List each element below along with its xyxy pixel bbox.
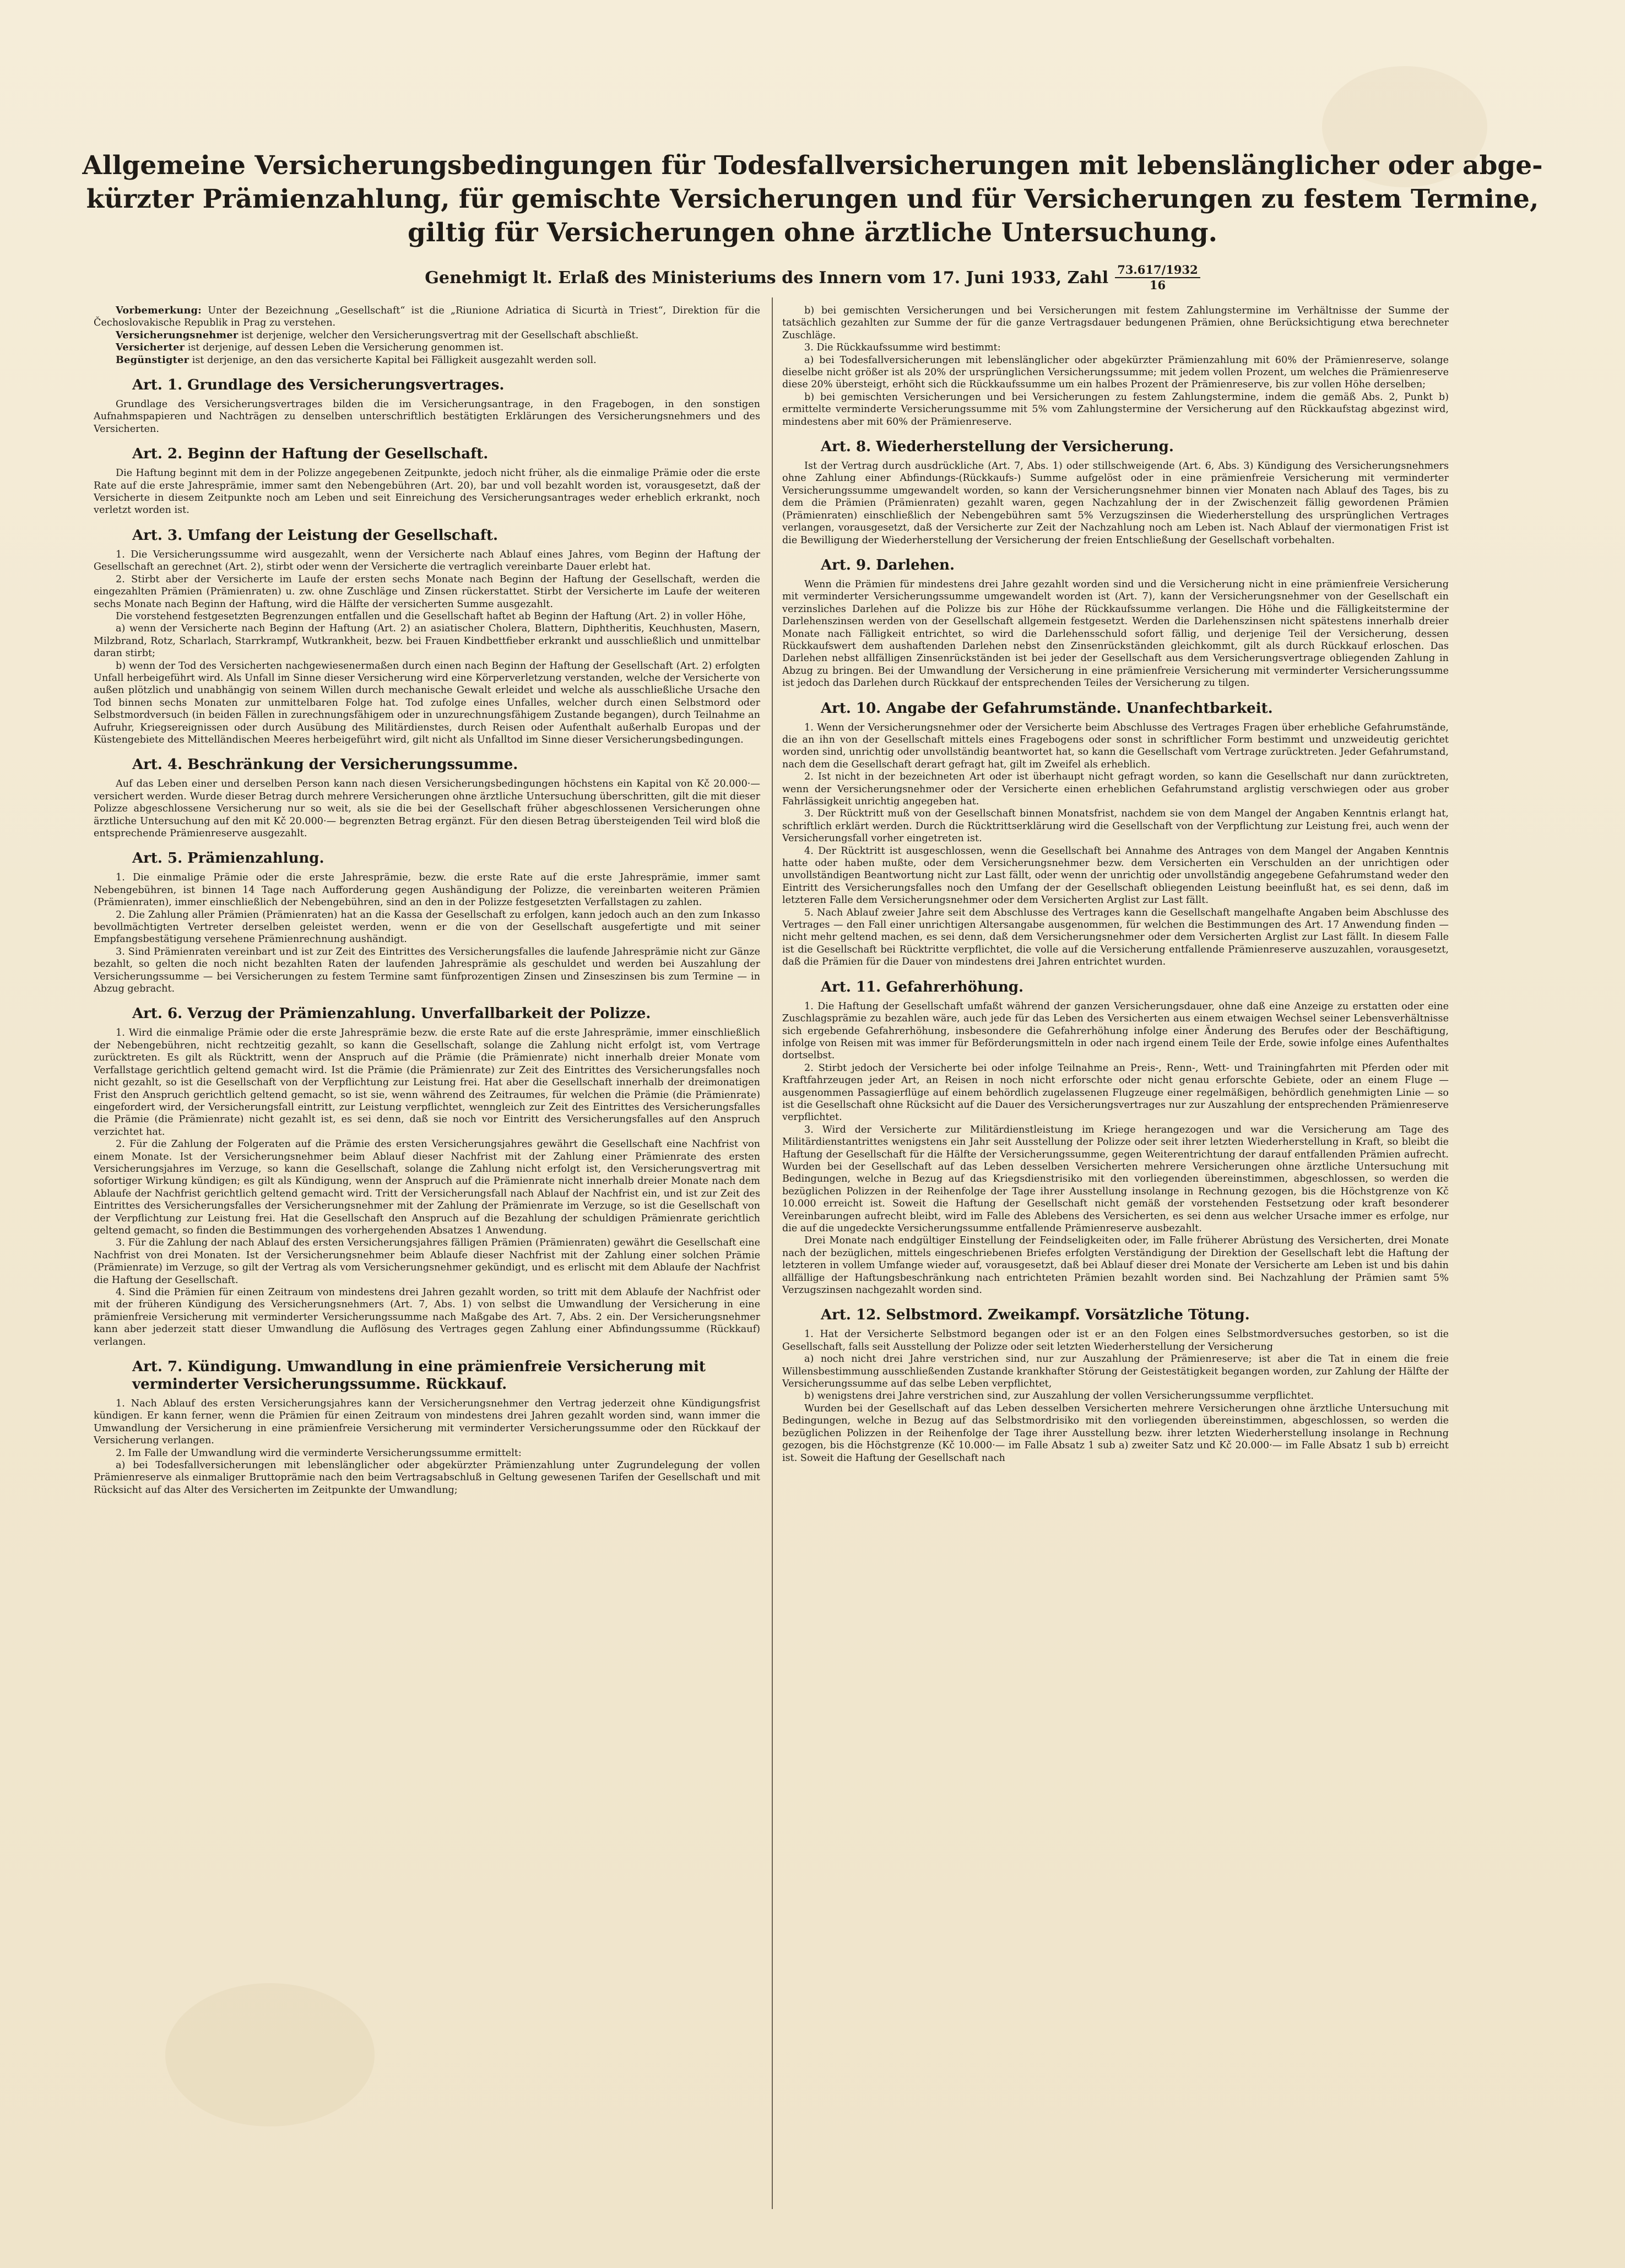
article-paragraph: 2. Im Falle der Umwandlung wird die verminderte Versicherungssumme ermittelt: [116,1447,522,1459]
article-heading: Art. 8. Wiederherstellung der Versicherung. [821,439,1174,456]
article-paragraph: 3. Sind Prämienraten vereinbart und ist zur Zeit des Eintrittes des Versicherungsfalles die laufende Jahresprämie nicht zur Gänze bezahlt, so gelten die noch nicht bezahlten Raten der laufenden Jahresprämie als geschuldet und werden bei Auszahlung der Versicherungssumme — bei Versicherungen zu festem Termine samt fünfprozentigen Zinsen und Zinseszinsen bis zum Termine — in Abzug gebracht. [94,946,760,995]
approval-text: Genehmigt lt. Erlaß des Ministeriums des Innern vom 17. Juni 1933, Zahl [425,268,1109,288]
article-paragraph: 5. Nach Ablauf zweier Jahre seit dem Abschlusse des Vertrages kann die Gesellschaft mangelhafte Angaben beim Abschlusse des Vertrages — den Fall einer unrichtigen Altersangabe ausgenommen, für welchen die Bestimmungen des Art. 17 Anwendung finden — nicht mehr geltend machen, es sei denn, daß dem Versicherungsnehmer oder dem Versicherten Arglist zur Last fällt. In diesem Falle ist die Gesellschaft bei Rücktritte verpflichtet, die volle auf die Versicherung entfallende Prämienreserve auszuzahlen, vorausgesetzt, daß die Prämien für die Dauer von mindestens drei Jahren entrichtet wurden. [782,907,1449,968]
article-heading: Art. 1. Grundlage des Versicherungsvertrages. [132,377,505,394]
article-heading: Art. 5. Prämienzahlung. [132,850,324,867]
article-paragraph: 2. Stirbt aber der Versicherte im Laufe der ersten sechs Monate nach Beginn der Haftung der Gesellschaft, werden die eingezahlten Prämien (Prämienraten) u. zw. ohne Zuschläge und Zinsen rückerstattet. Stirbt der Versicherte im Laufe der weiteren sechs Monate nach Beginn der Haftung, wird die Hälfte der versicherten Summe ausgezahlt. [94,573,760,610]
article-paragraph: b) bei gemischten Versicherungen und bei Versicherungen mit festem Zahlungstermine im Verhältnisse der Summe der tatsächlich gezahlten zur Summe der für die ganze Vertragsdauer bedungenen Prämien, ohne Berücksichtigung etwa berechneter Zuschläge. [782,305,1449,341]
article-heading: Art. 10. Angabe der Gefahrumstände. Unanfechtbarkeit. [821,700,1273,717]
title-line-2: kürzter Prämienzahlung, für gemischte Versicherungen und für Versicherungen zu festem Termine, [86,184,1539,214]
article-paragraph: Wenn die Prämien für mindestens drei Jahre gezahlt worden sind und die Versicherung nicht in eine prämienfreie Versicherung mit verminderter Versicherungssumme umgewandelt worden ist (Art. 7), kann der Versicherungsnehmer von der Gesellschaft ein verzinsliches Darlehen auf die Polizze bis zur Höhe der Rückkaufssumme verlangen. Die Höhe und die Fälligkeitstermine der Darlehenszinsen werden von der Gesellschaft allgemein festgesetzt. Werden die Darlehenszinsen nicht spätestens innerhalb dreier Monate nach Fälligkeit entrichtet, so wird die Darlehensschuld sofort fällig, und derjenige Teil der Versicherung, dessen Rückkaufswert dem aushaftenden Darlehen nebst den Zinsenrückständen gleichkommt, gilt als durch Rückkauf erloschen. Das Darlehen nebst allfälligen Zinsenrückständen ist bei jeder der Gesellschaft aus dem Versicherungsvertrage obliegenden Zahlung in Abzug zu bringen. Bei der Umwandlung der Versicherung in eine prämienfreie Versicherung mit verminderter Versicherungssumme ist jedoch das Darlehen durch Rückkauf der entsprechenden Teiles der Versicherung zu tilgen. [782,578,1449,689]
document-header [72,149,1553,293]
article-paragraph: b) bei gemischten Versicherungen und bei Versicherungen zu festem Zahlungstermine, indem die gemäß Abs. 2, Punkt b) ermittelte verminderte Versicherungssumme mit 5% vom Zahlungstermine der Versicherung auf den Rückkaufstag abgezinst wird, mindestens aber mit 60% der Prämienreserve. [782,391,1449,427]
article-heading: Art. 9. Darlehen. [821,556,955,573]
intro-text: ist derjenige, auf dessen Leben die Versicherung genommen ist. [185,342,504,354]
column-divider [772,297,773,2209]
title-line-1: Allgemeine Versicherungsbedingungen für Todesfallversicherungen mit lebenslänglicher oder abge- [82,150,1543,181]
article-heading: Art. 3. Umfang der Leistung der Gesellschaft. [132,527,499,544]
article-paragraph: Wurden bei der Gesellschaft auf das Leben desselben Versicherten mehrere Versicherungen ohne ärztliche Untersuchung mit Bedingungen, welche in Bezug auf das Selbstmordrisiko mit den vorliegenden übereinstimmen, abgeschlossen, so werden die bezüglichen Polizzen in der Reihenfolge der Tage ihrer Ausstellung bezw. ihrer letzten Wiederherstellung insolange in Rechnung gezogen, bis die Höchstgrenze (Kč 10.000·— im Falle Absatz 1 sub a) zweiter Satz und Kč 20.000·— im Falle Absatz 1 sub b) erreicht ist. Soweit die Haftung der Gesellschaft nach [782,1403,1449,1464]
article-paragraph: Grundlage des Versicherungsvertrages bilden die im Versicherungsantrage, in den Fragebogen, in den sonstigen Aufnahmspapieren und Nachträgen zu denselben unterschriftlich bestätigten Erklärungen des Versicherungsnehmers und des Versicherten. [94,399,760,435]
article-paragraph: Die vorstehend festgesetzten Begrenzungen entfallen und die Gesellschaft haftet ab Beginn der Haftung (Art. 2) in voller Höhe, [116,610,746,622]
article-paragraph: Ist der Vertrag durch ausdrückliche (Art. 7, Abs. 1) oder stillschweigende (Art. 6, Abs. 3) Kündigung des Versicherungsnehmers ohne Zahlung einer Abfindungs-(Rückkaufs-) Summe aufgelöst oder in eine prämienfreie Versicherung mit verminderter Versicherungssumme umgewandelt worden, so kann der Versicherungsnehmer binnen vier Monaten nach Ablauf des Tages, bis zu dem die Prämien (Prämienraten) gezahlt waren, gegen Nachzahlung der in der Zwischenzeit fällig gewordenen Prämien (Prämienraten) einschließlich der Nebengebühren samt 5% Verzugszinsen die Wiederherstellung des ursprünglichen Vertrages verlangen, vorausgesetzt, daß der Versicherte zur Zeit der Nachzahlung noch am Leben ist. Nach Ablauf der viermonatigen Frist ist die Bewilligung der Wiederherstellung der Versicherung der freien Entschließung der Gesellschaft vorbehalten. [782,461,1449,546]
intro-text: ist derjenige, an den das versicherte Kapital bei Fälligkeit ausgezahlt werden soll. [189,354,597,366]
article-paragraph: 1. Wird die einmalige Prämie oder die erste Jahresprämie bezw. die erste Rate auf die erste Jahresprämie, immer einschließlich der Nebengebühren, nicht rechtzeitig gezahlt, so kann die Gesellschaft, solange die Zahlung nicht erfolgt ist, vom Vertrage zurücktreten. Es gilt als Rücktritt, wenn der Anspruch auf die Prämie (die Prämienrate) nicht innerhalb dreier Monate vom Verfallstage gerichtlich geltend gemacht wird. Ist die Prämie (die Prämienrate) zur Zeit des Eintrittes des Versicherungsfalles noch nicht gezahlt, so ist die Gesellschaft von der Verpflichtung zur Leistung frei. Hat aber die Gesellschaft innerhalb der dreimonatigen Frist den Anspruch gerichtlich geltend gemacht, so ist sie, wenn während des Zeitraumes, für welchen die Prämie (die Prämienrate) eingefordert wird, der Versicherungsfall eintritt, zur Leistung verpflichtet, wenngleich zur Zeit des Eintrittes des Versicherungsfalles die Prämie (die Prämienrate) nicht gezahlt ist, es sei denn, daß sie noch vor Eintritt des Versicherungsfalles auf den Anspruch verzichtet hat. [94,1027,760,1138]
approval-line [72,263,1553,293]
article-heading: Art. 6. Verzug der Prämienzahlung. Unverfallbarkeit der Polizze. [132,1005,651,1022]
article-paragraph: b) wenn der Tod des Versicherten nachgewiesenermaßen durch einen nach Beginn der Haftung der Gesellschaft (Art. 2) erfolgten Unfall herbeigeführt wird. Als Unfall im Sinne dieser Versicherung wird eine Körperverletzung verstanden, welche der Versicherte von außen plötzlich und unabhängig von seinem Willen durch mechanische Gewalt erleidet und welche als ausschließliche Ursache den Tod binnen sechs Monaten zur unmittelbaren Folge hat. Tod zufolge eines Unfalles, welcher durch einen Selbstmord oder Selbstmordversuch (in beiden Fällen in zurechnungsfähigem oder in unzurechnungsfähigem Zustande begangen), durch Teilnahme an Aufruhr, Kriegsereignissen oder durch Ausübung des Militärdienstes, durch Reisen oder Aufenthalt außerhalb Europas und der Küstengebiete des Mittelländischen Meeres herbeigeführt wird, gilt nicht als Unfalltod im Sinne dieser Versicherungsbedingungen. [94,660,760,745]
intro-paragraph [94,342,760,354]
article-paragraph: b) wenigstens drei Jahre verstrichen sind, zur Auszahlung der vollen Versicherungssumme verpflichtet. [804,1390,1314,1402]
article-paragraph: 2. Die Zahlung aller Prämien (Prämienraten) hat an die Kassa der Gesellschaft zu erfolgen, kann jedoch auch an den zum Inkasso bevollmächtigten Vertreter derselben geleistet werden, wenn er die von der Gesellschaft ausgefertigte und mit seiner Empfangsbestätigung versehene Prämienrechnung aushändigt. [94,909,760,945]
article-heading: Art. 12. Selbstmord. Zweikampf. Vorsätzliche Tötung. [821,1307,1250,1324]
article-paragraph: 3. Für die Zahlung der nach Ablauf des ersten Versicherungsjahres fälligen Prämien (Prämienraten) gewährt die Gesellschaft eine Nachfrist von drei Monaten. Ist der Versicherungsnehmer beim Ablaufe dieser Nachfrist mit der Zahlung einer solchen Prämie (Prämienrate) im Verzuge, so gilt der Vertrag als vom Versicherungsnehmer gekündigt, und es erlischt mit dem Ablaufe der Nachfrist die Haftung der Gesellschaft. [94,1237,760,1286]
article-paragraph: 2. Für die Zahlung der Folgeraten auf die Prämie des ersten Versicherungsjahres gewährt die Gesellschaft eine Nachfrist von einem Monate. Ist der Versicherungsnehmer beim Ablauf dieser Nachfrist mit der Zahlung einer Prämienrate des ersten Versicherungsjahres im Verzuge, so kann die Gesellschaft, solange die Zahlung nicht erfolgt ist, den Versicherungsvertrag mit sofortiger Wirkung kündigen; es gilt als Kündigung, wenn der Anspruch auf die Prämienrate nicht innerhalb dreier Monate nach dem Ablaufe der Nachfrist gerichtlich geltend gemacht wird. Tritt der Versicherungsfall nach Ablauf der Nachfrist ein, und ist zur Zeit des Eintrittes des Versicherungsfalles der Versicherungsnehmer mit der Zahlung der Prämienrate im Verzuge, so ist die Gesellschaft von der Verpflichtung zur Leistung frei. Hat die Gesellschaft den Anspruch auf die Bezahlung der schuldigen Prämienrate gerichtlich geltend gemacht, so finden die Bestimmungen des vorhergehenden Absatzes 1 Anwendung. [94,1139,760,1236]
article-paragraph: 1. Die Haftung der Gesellschaft umfaßt während der ganzen Versicherungsdauer, ohne daß eine Anzeige zu erstatten oder eine Zuschlagsprämie zu bezahlen wäre, auch jede für das Leben des Versicherten aus einem etwaigen Wechsel seiner Lebensverhältnisse sich ergebende Gefahrerhöhung, insbesondere die Gefahrerhöhung infolge einer Änderung des Berufes oder der Beschäftigung, infolge von Reisen mit was immer für Beförderungsmitteln in oder nach irgend einem Teile der Erde, sowie infolge eines Aufenthaltes dortselbst. [782,1000,1449,1062]
article-heading: Art. 11. Gefahrerhöhung. [821,978,1024,995]
article-paragraph: 3. Der Rücktritt muß von der Gesellschaft binnen Monatsfrist, nachdem sie von dem Mangel der Angaben Kenntnis erlangt hat, schriftlich erklärt werden. Durch die Rücktrittserklärung wird die Gesellschaft von der Verpflichtung zur Leistung frei, auch wenn der Versicherungsfall vorher eingetreten ist. [782,808,1449,845]
article-paragraph: a) wenn der Versicherte nach Beginn der Haftung (Art. 2) an asiatischer Cholera, Blattern, Diphtheritis, Keuchhusten, Masern, Milzbrand, Rotz, Scharlach, Starrkrampf, Wutkrankheit, bezw. bei Frauen Kindbettfieber erkrankt und ausschließlich und unmittelbar daran stirbt; [94,623,760,659]
left-column [94,305,760,1496]
article-paragraph: 2. Ist nicht in der bezeichneten Art oder ist überhaupt nicht gefragt worden, so kann die Gesellschaft nur dann zurücktreten, wenn der Versicherungsnehmer oder der Versicherte einen erheblichen Gefahrumstand arglistig verschwiegen oder aus grober Fahrlässigkeit unrichtig angegeben hat. [782,771,1449,807]
article-paragraph: 1. Hat der Versicherte Selbstmord begangen oder ist er an den Folgen eines Selbstmordversuches gestorben, so ist die Gesellschaft, falls seit Ausstellung der Polizze oder seit letzten Wiederherstellung der Versicherung [782,1329,1449,1352]
article-paragraph: a) bei Todesfallversicherungen mit lebenslänglicher oder abgekürzter Prämienzahlung unter Zugrundelegung der vollen Prämienreserve als einmaliger Bruttoprämie nach den beim Vertragsabschluß in Geltung gewesenen Tarifen der Gesellschaft und mit Rücksicht auf das Alter des Versicherten im Zeitpunkte der Umwandlung; [94,1460,760,1496]
article-paragraph: 1. Wenn der Versicherungsnehmer oder der Versicherte beim Abschlusse des Vertrages Fragen über erhebliche Gefahrumstände, die an ihn von der Gesellschaft mittels eines Fragebogens oder sonst in schriftlicher Form bestimmt und unzweideutig gerichtet worden sind, unrichtig oder unvollständig beantwortet hat, so kann die Gesellschaft vom Vertrage zurücktreten. Jeder Gefahrumstand, nach dem die Gesellschaft derart gefragt hat, gilt im Zweifel als erheblich. [782,722,1449,770]
approval-number-bottom: 16 [1149,278,1166,292]
intro-lead: Begünstigter [116,354,189,366]
article-paragraph: 1. Nach Ablauf des ersten Versicherungsjahres kann der Versicherungsnehmer den Vertrag jederzeit ohne Kündigungsfrist kündigen. Er kann ferner, wenn die Prämien für einen Zeitraum von mindestens drei Jahren gezahlt worden sind, wann immer die Umwandlung der Versicherung in eine prämienfreie Versicherung mit verminderter Versicherungssumme oder den Rückkauf der Versicherung verlangen. [94,1398,760,1447]
title-line-3: giltig für Versicherungen ohne ärztliche Untersuchung. [408,218,1217,248]
intro-paragraph [94,329,760,342]
article-paragraph: a) bei Todesfallversicherungen mit lebenslänglicher oder abgekürzter Prämienzahlung mit 60% der Prämienreserve, solange dieselbe nicht größer ist als 20% der ursprünglichen Versicherungssumme; mit jedem vollen Prozent, um welches die Prämienreserve diese 20% übersteigt, erhöht sich die Rückkaufssumme um ein halbes Prozent der Prämienreserve, bis zur vollen Höhe derselben; [782,354,1449,391]
intro-paragraph [94,354,760,366]
article-paragraph: Auf das Leben einer und derselben Person kann nach diesen Versicherungsbedingungen höchstens ein Kapital von Kč 20.000·— versichert werden. Wurde dieser Betrag durch mehrere Versicherungen ohne ärztliche Untersuchung überschritten, gilt die mit dieser Polizze abgeschlossene Versicherung nur so weit, als sie die bei der Gesellschaft früher abgeschlossenen Versicherungen ohne ärztliche Untersuchung auf den mit Kč 20.000·— begrenzten Betrag ergänzt. Für den diesen Betrag übersteigenden Teil wird bloß die entsprechende Prämienreserve ausgezahlt. [94,778,760,839]
article-paragraph: 3. Wird der Versicherte zur Militärdienstleistung im Kriege herangezogen und war die Versicherung am Tage des Militärdienstantrittes wenigstens ein Jahr seit Ausstellung der Polizze oder seit ihrer letzten Wiederherstellung in Kraft, so bleibt die Haftung der Gesellschaft für die Hälfte der Versicherungssumme, gegen Weiterentrichtung der darauf entfallenden Prämien aufrecht. Wurden bei der Gesellschaft auf das Leben desselben Versicherten mehrere Versicherungen ohne ärztliche Untersuchung mit Bedingungen, welche in Bezug auf das Kriegsdienstrisiko mit den vorliegenden übereinstimmen, abgeschlossen, so werden die bezüglichen Polizzen in der Reihenfolge der Tage ihrer Ausstellung insolange in Rechnung gezogen, bis die Höchstgrenze von Kč 10.000 erreicht ist. Soweit die Haftung der Gesellschaft nicht gemäß der vorstehenden Festsetzung oder kraft besonderer Vereinbarungen aufrecht bleibt, wird im Falle des Ablebens des Versicherten, es sei denn aus welcher Ursache immer es erfolge, nur die auf die ungedeckte Versicherungssumme entfallende Prämienreserve ausbezahlt. [782,1124,1449,1234]
intro-lead: Vorbemerkung: [116,305,202,316]
intro-text: Unter der Bezeichnung „Gesellschaft“ ist die „Riunione Adriatica di Sicurtà in Triest“, Direktion für die Čechoslovakische Republik in Prag zu verstehen. [94,305,760,329]
article-paragraph: Drei Monate nach endgültiger Einstellung der Feindseligkeiten oder, im Falle früherer Abrüstung des Versicherten, drei Monate nach der bezüglichen, mittels eingeschriebenen Briefes erfolgten Verständigung der Direktion der Gesellschaft lebt die Haftung der letzteren in vollem Umfange wieder auf, vorausgesetzt, daß bei Ablauf dieser drei Monate der Versicherte am Leben ist und bis dahin allfällige der Haftungsbeschränkung nach entrichteten Prämien bezahlt worden sind. Bei Nachzahlung der Prämien samt 5% Verzugszinsen nachgezahlt worden sind. [782,1235,1449,1296]
document-title [72,149,1553,250]
article-paragraph: Die Haftung beginnt mit dem in der Polizze angegebenen Zeitpunkte, jedoch nicht früher, als die einmalige Prämie oder die erste Rate auf die erste Jahresprämie, immer samt den Nebengebühren (Art. 20), bar und voll bezahlt worden ist, vorausgesetzt, daß der Versicherte in diesem Zeitpunkte noch am Leben und seit Einreichung des Versicherungsantrages weder erheblich erkrankt, noch verletzt worden ist. [94,468,760,516]
article-heading: Art. 7. Kündigung. Umwandlung in eine prämienfreie Versicherung mit verminderter Versicherungssumme. Rückkauf. [132,1358,706,1393]
article-paragraph: 4. Der Rücktritt ist ausgeschlossen, wenn die Gesellschaft bei Annahme des Antrages von dem Mangel der Angaben Kenntnis hatte oder haben mußte, oder dem Versicherungsnehmer bezw. dem Versicherten ein Verschulden an der unrichtigen oder unvollständigen Beantwortung nicht zur Last fällt, oder wenn der unrichtig oder unvollständig angegebene Gefahrumstand weder den Eintritt des Versicherungsfalles noch den Umfang der der Gesellschaft obliegenden Leistung beeinflußt hat, es sei denn, daß im letzteren Falle dem Versicherungsnehmer oder dem Versicherten Arglist zur Last fällt. [782,845,1449,906]
approval-number [1115,263,1200,293]
approval-number-top: 73.617/1932 [1115,263,1200,278]
article-heading: Art. 4. Beschränkung der Versicherungssumme. [132,756,518,773]
intro-text: ist derjenige, welcher den Versicherungsvertrag mit der Gesellschaft abschließt. [238,329,639,341]
intro-lead: Versicherter [116,342,185,354]
article-paragraph: 1. Die Versicherungssumme wird ausgezahlt, wenn der Versicherte nach Ablauf eines Jahres, vom Beginn der Haftung der Gesellschaft an gerechnet (Art. 2), stirbt oder wenn der Versicherte die vertraglich vereinbarte Dauer erlebt hat. [94,549,760,573]
article-paragraph: 2. Stirbt jedoch der Versicherte bei oder infolge Teilnahme an Preis-, Renn-, Wett- und Trainingfahrten mit Pferden oder mit Kraftfahrzeugen jeder Art, an Reisen in noch nicht erforschte oder nicht genau erforschte Gebiete, oder an einem Fluge — ausgenommen Passagierflüge auf einem behördlich zugelassenen Flugzeuge einer regelmäßigen, behördlich genehmigten Linie — so ist die Gesellschaft ohne Rücksicht auf die Dauer des Versicherungsvertrages nur zur Auszahlung der entsprechenden Prämienreserve verpflichtet. [782,1062,1449,1123]
intro-paragraph [94,305,760,329]
article-heading: Art. 2. Beginn der Haftung der Gesellschaft. [132,446,489,463]
article-paragraph: 1. Die einmalige Prämie oder die erste Jahresprämie, bezw. die erste Rate auf die erste Jahresprämie, immer samt Nebengebühren, ist binnen 14 Tage nach Aufforderung gegen Aushändigung der Polizze, die vereinbarten weiteren Prämien (Prämienraten), immer einschließlich der Nebengebühren, sind an den in der Polizze festgesetzten Verfallstagen zu zahlen. [94,872,760,908]
article-paragraph: 3. Die Rückkaufssumme wird bestimmt: [804,342,1001,354]
intro-lead: Versicherungsnehmer [116,329,239,341]
article-paragraph: 4. Sind die Prämien für einen Zeitraum von mindestens drei Jahren gezahlt worden, so tritt mit dem Ablaufe der Nachfrist oder mit der früheren Kündigung des Versicherungsnehmers (Art. 7, Abs. 1) von selbst die Umwandlung der Versicherung in eine prämienfreie Versicherung mit verminderter Versicherungssumme nach Maßgabe des Art. 7, Abs. 2 ein. Der Versicherungsnehmer kann aber jederzeit statt dieser Umwandlung die Auflösung des Vertrages gegen Zahlung einer Abfindungssumme (Rückkauf) verlangen. [94,1287,760,1347]
article-paragraph: a) noch nicht drei Jahre verstrichen sind, nur zur Auszahlung der Prämienreserve; ist aber die Tat in einem die freie Willensbestimmung ausschließenden Zustande krankhafter Störung der Geistestätigkeit begangen worden, zur Zahlung der Hälfte der Versicherungssumme auf das selbe Leben verpflichtet, [782,1354,1449,1390]
right-column [782,305,1449,1464]
